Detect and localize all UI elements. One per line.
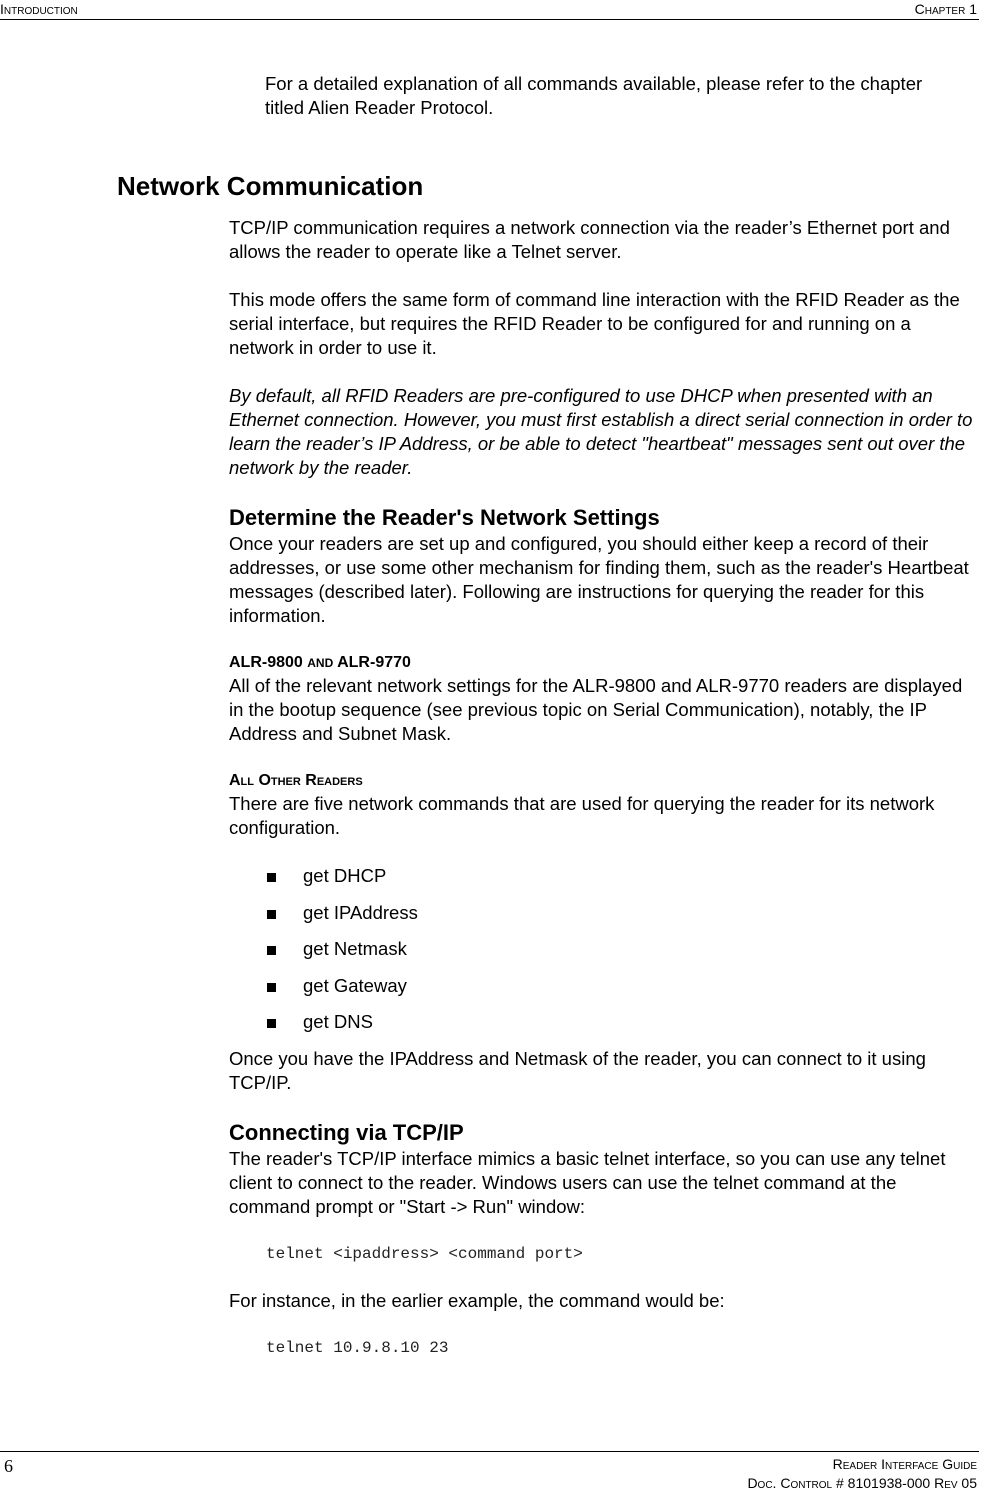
subheading-alr9800 bbox=[229, 652, 974, 674]
paragraph-determine: Once your readers are set up and configured, you should either keep a record of their addresses, or use some other mechanism for finding them, such as the reader's Heartbeat messages (described later). Following are instructions for querying the reader for this information. bbox=[229, 533, 969, 626]
command-label: get DNS bbox=[303, 1011, 373, 1032]
page-number: 6 bbox=[4, 1456, 13, 1476]
paragraph-other-readers: There are five network commands that are used for querying the reader for its network configuration. bbox=[229, 793, 935, 838]
body-column bbox=[229, 216, 974, 1383]
paragraph-alr9800: All of the relevant network settings for the ALR-9800 and ALR-9770 readers are displayed in the bootup sequence (see previous topic on Serial Communication), notably, the IP Address and Subnet Mask. bbox=[229, 675, 963, 744]
footer-guide-title: Reader Interface Guide bbox=[832, 1456, 977, 1472]
list-item bbox=[229, 1010, 974, 1034]
paragraph-default-dhcp: By default, all RFID Readers are pre-configured to use DHCP when presented with an Ethernet connection. However, you must first establish a direct serial connection in order to learn the reader’s IP Address, or be able to detect "heartbeat" messages sent out over the network by the reader. bbox=[229, 385, 973, 478]
section-title: Network Communication bbox=[117, 171, 424, 201]
code-telnet-example: telnet 10.9.8.10 23 bbox=[266, 1338, 449, 1357]
subheading-and: AND bbox=[307, 656, 334, 670]
command-label: get Gateway bbox=[303, 974, 407, 996]
paragraph-after-list: Once you have the IPAddress and Netmask of the reader, you can connect to it using TCP/IP. bbox=[229, 1047, 926, 1093]
square-bullet-icon bbox=[267, 983, 276, 992]
square-bullet-icon bbox=[267, 946, 276, 955]
paragraph-mode: This mode offers the same form of command line interaction with the RFID Reader as the serial interface, but requires the RFID Reader to be configured for and running on a network in order to use it. bbox=[229, 289, 960, 358]
page-footer bbox=[0, 1451, 979, 1492]
header-chapter-name: Introduction bbox=[0, 1, 78, 17]
paragraph-tcpip: TCP/IP communication requires a network connection via the reader’s Ethernet port and allows the reader to operate like a Telnet server. bbox=[229, 217, 950, 262]
subheading-alr9800-part2: ALR-9770 bbox=[333, 654, 411, 671]
header-chapter-number: Chapter 1 bbox=[914, 1, 977, 17]
command-label: get Netmask bbox=[303, 938, 407, 959]
command-list bbox=[229, 864, 974, 1034]
code-telnet-generic: telnet <ipaddress> <command port> bbox=[266, 1244, 583, 1263]
list-item bbox=[229, 974, 974, 998]
square-bullet-icon bbox=[267, 873, 276, 882]
square-bullet-icon bbox=[267, 1019, 276, 1028]
list-item bbox=[229, 901, 974, 925]
command-label: get IPAddress bbox=[303, 901, 418, 923]
square-bullet-icon bbox=[267, 910, 276, 919]
subheading-alr9800-part1: ALR-9800 bbox=[229, 654, 308, 671]
page-header bbox=[0, 0, 979, 20]
list-item bbox=[229, 864, 974, 888]
heading-determine-settings: Determine the Reader's Network Settings bbox=[229, 505, 660, 530]
heading-connecting: Connecting via TCP/IP bbox=[229, 1119, 464, 1145]
footer-doc-control: Doc. Control # 8101938-000 Rev 05 bbox=[747, 1475, 977, 1491]
intro-paragraph: For a detailed explanation of all commands available, please refer to the chapter titled Alien Reader Protocol. bbox=[265, 73, 923, 118]
paragraph-instance: For instance, in the earlier example, the command would be: bbox=[229, 1289, 725, 1311]
subheading-other-readers: All Other Readers bbox=[229, 772, 363, 789]
paragraph-connecting: The reader's TCP/IP interface mimics a basic telnet interface, so you can use any telnet client to connect to the reader. Windows users can use the telnet command at the command prompt or "Start -> Run" window: bbox=[229, 1147, 946, 1217]
command-label: get DHCP bbox=[303, 865, 387, 886]
list-item bbox=[229, 937, 974, 961]
footer-info bbox=[747, 1455, 977, 1493]
